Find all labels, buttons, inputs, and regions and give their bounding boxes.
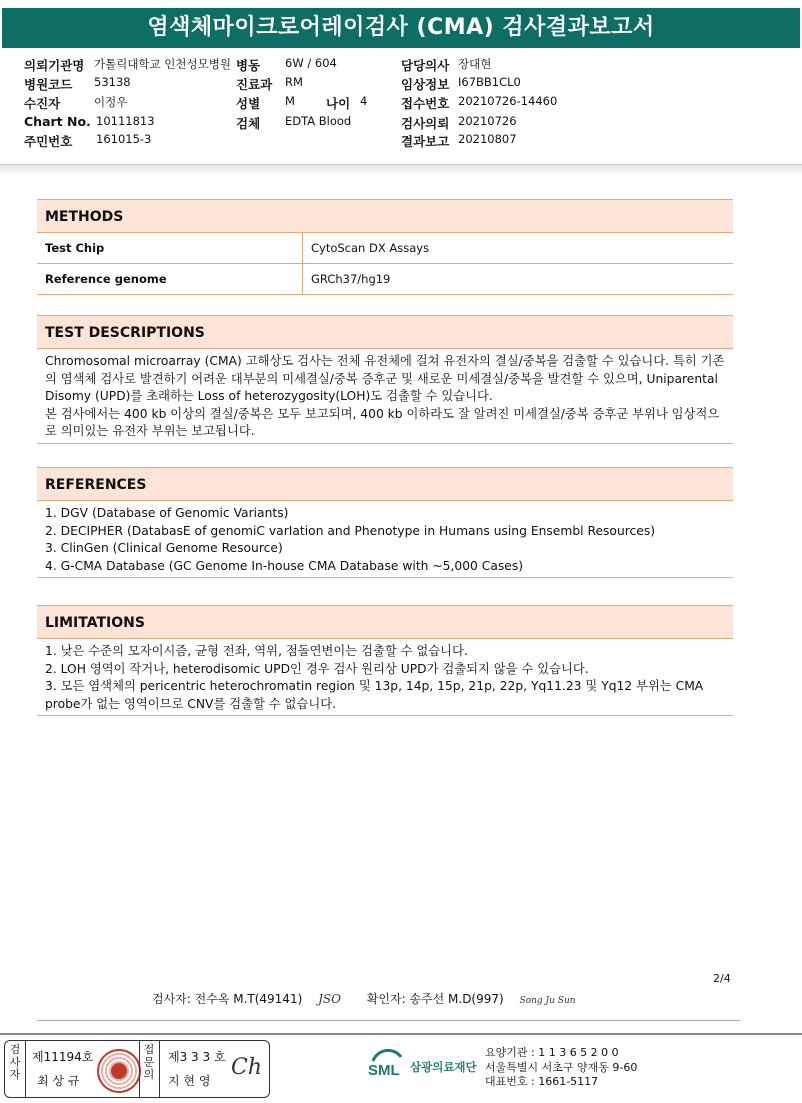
report-date-value: 20210807: [458, 132, 517, 146]
sex-label: 성별: [236, 96, 261, 111]
org-contact: [485, 1046, 637, 1090]
tester-signature: JSO: [318, 992, 341, 1006]
accession-value: 20210726-14460: [458, 94, 558, 108]
info-shadow: [0, 165, 802, 175]
references-heading: REFERENCES: [37, 467, 733, 501]
confirmer-signature: Song Ju Sun: [519, 996, 576, 1006]
method-value: CytoScan DX Assays: [303, 233, 734, 264]
age-value: 4: [360, 94, 368, 108]
list-item: 2. LOH 영역이 작거나, heterodisomic UPD인 경우 검사 원리상 UPD가 검출되지 않을 수 있습니다.: [45, 661, 589, 676]
doctor-label: 담당의사: [401, 58, 450, 73]
stamp-mid-label: 접문의: [143, 1043, 155, 1081]
cert-signature: Ch: [231, 1055, 263, 1080]
patient-info-block: [0, 52, 802, 162]
institution-code: 요양기관 : 1 1 3 6 5 2 0 0: [485, 1046, 619, 1059]
specimen-label: 검체: [236, 116, 261, 131]
examinee-value: 이정우: [94, 95, 128, 109]
signers-line: [152, 990, 576, 1007]
department-label: 진료과: [236, 77, 273, 92]
cert-number: 제3 3 3 호: [168, 1050, 226, 1064]
methods-table: [37, 233, 733, 295]
org-name: 삼광의료재단: [410, 1060, 477, 1074]
methods-section: [37, 199, 733, 295]
department-value: RM: [285, 75, 303, 89]
list-item: 1. 낮은 수준의 모자이시즘, 균형 전좌, 역위, 점돌연변이는 검출할 수 없습니다.: [45, 644, 468, 658]
clinical-info-value: I67BB1CL0: [458, 75, 521, 89]
sex-value: M: [285, 94, 295, 108]
chart-label: Chart No.: [24, 114, 91, 129]
license-stamp: [4, 1040, 270, 1098]
method-value: GRCh37/hg19: [303, 264, 734, 295]
descriptions-body: [37, 349, 733, 444]
list-item: 4. G-CMA Database (GC Genome In-house CMA Database with ~5,000 Cases): [45, 558, 524, 573]
specimen-value: EDTA Blood: [285, 114, 352, 128]
limitations-heading: LIMITATIONS: [37, 605, 733, 639]
list-item: 1. DGV (Database of Genomic Variants): [45, 506, 289, 520]
tester-name: 검사자: 전수옥 M.T(49141): [152, 992, 303, 1006]
report-title: 염색체마이크로어레이검사 (CMA) 검사결과보고서: [2, 8, 800, 48]
seal-icon: [97, 1049, 141, 1093]
list-item: 3. 모든 염색체의 pericentric heterochromatin region 및 13p, 14p, 15p, 21p, 22p, Yq11.23 및 Yq12 부위는 CMA probe가 없는 영역이므로 CNV를 검출할 수 없습니다.: [45, 679, 704, 711]
references-section: [37, 467, 733, 578]
descriptions-section: [37, 315, 733, 444]
description-paragraph: 본 검사에서는 400 kb 이상의 결실/중복은 모두 보고되며, 400 kb 이하라도 잘 알려진 미세결실/중복 증후군 부위나 임상적으로 의미있는 유전자 부위는 보고됩니다.: [45, 406, 720, 438]
institution-value: 가톨릭대학교 인천성모병원: [94, 57, 231, 71]
page-number: 2/4: [713, 972, 731, 985]
limitations-body: [37, 639, 733, 716]
sml-logo-icon: [367, 1045, 407, 1085]
license-number: 제11194호: [32, 1050, 94, 1064]
sml-logo-text: SML: [368, 1062, 400, 1079]
clinical-info-label: 임상정보: [401, 77, 450, 92]
confirmer-name: 확인자: 송주선 M.D(997): [366, 992, 504, 1006]
org-phone: 대표번호 : 1661-5117: [485, 1075, 599, 1088]
description-paragraph: Chromosomal microarray (CMA) 고해상도 검사는 전체 유전체에 걸쳐 유전자의 결실/중복을 검출할 수 있습니다. 특히 기존의 염색체 검사로 발견하기 어려운 대부분의 미세결실/중복 증후군 및 새로운 미세결실/중복을 발견할 수 있으며, Uniparental Disomy (UPD)를 초래하는 Loss of heterozygosity(LOH)도 검출할 수 있습니다.: [45, 354, 725, 403]
hospital-code-label: 병원코드: [24, 77, 73, 92]
org-address: 서울특별시 서초구 양재동 9-60: [485, 1060, 638, 1074]
list-item: 3. ClinGen (Clinical Genome Resource): [45, 541, 283, 555]
methods-heading: METHODS: [37, 199, 733, 233]
stamp-left-label: 검사자: [9, 1043, 21, 1081]
table-row: [37, 233, 733, 264]
age-label: 나이: [326, 96, 351, 111]
chart-value: 10111813: [96, 114, 155, 128]
hospital-code-value: 53138: [94, 75, 131, 89]
institution-label: 의뢰기관명: [24, 58, 85, 73]
footer-divider: [0, 1033, 802, 1035]
accession-label: 접수번호: [401, 96, 450, 111]
ward-value: 6W / 604: [285, 56, 337, 70]
limitations-section: [37, 605, 733, 716]
license-name: 최 상 규: [37, 1074, 80, 1088]
request-date-label: 검사의뢰: [401, 116, 450, 131]
method-key: Test Chip: [37, 233, 303, 264]
request-date-value: 20210726: [458, 114, 517, 128]
table-row: [37, 264, 733, 295]
list-item: 2. DECIPHER (DatabasE of genomiC varIation and Phenotype in Humans using Ensembl Resources): [45, 523, 656, 538]
cert-name: 지 현 영: [168, 1074, 211, 1088]
resident-label: 주민번호: [24, 134, 73, 149]
resident-value: 161015-3: [96, 132, 152, 146]
descriptions-heading: TEST DESCRIPTIONS: [37, 315, 733, 349]
references-body: [37, 501, 733, 578]
report-date-label: 결과보고: [401, 134, 450, 149]
doctor-value: 장대현: [458, 57, 492, 71]
signature-divider: [37, 1020, 740, 1021]
examinee-label: 수진자: [24, 96, 61, 111]
method-key: Reference genome: [37, 264, 303, 295]
ward-label: 병동: [236, 58, 261, 73]
